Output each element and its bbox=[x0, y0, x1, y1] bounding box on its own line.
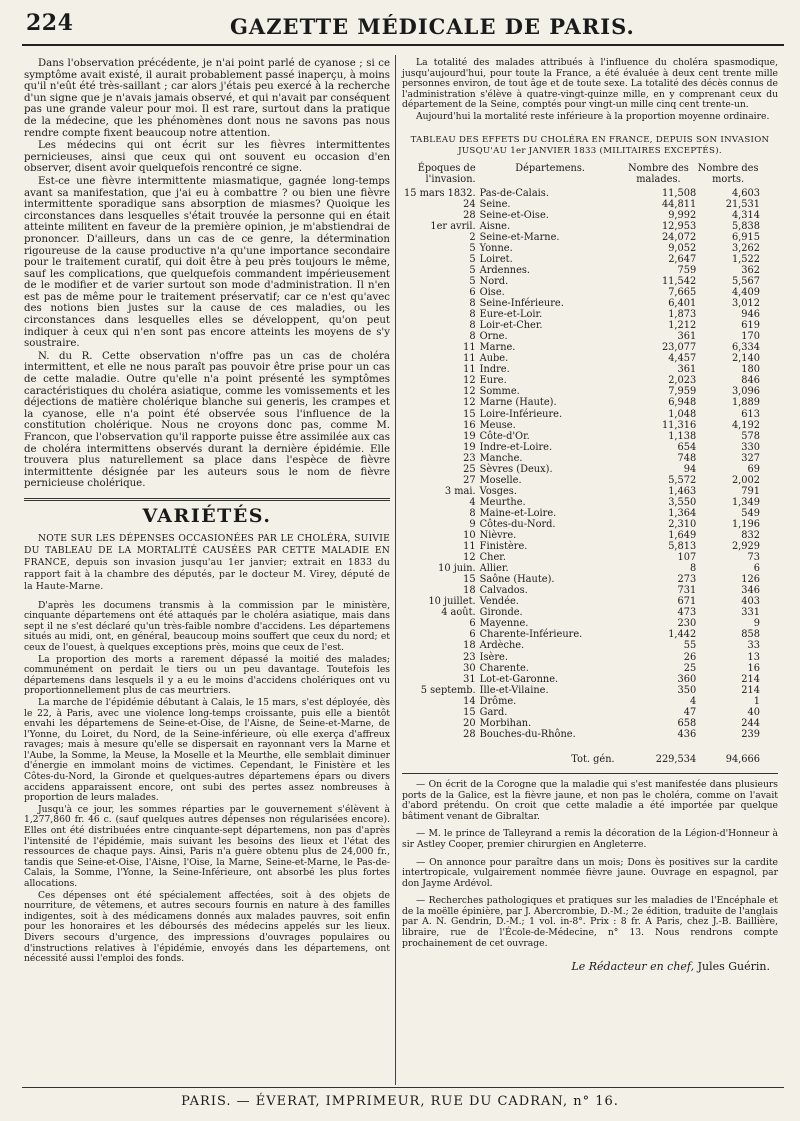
invasion-date: 5 bbox=[469, 253, 476, 265]
table-row bbox=[402, 729, 778, 740]
invasion-date: 30 bbox=[463, 662, 476, 674]
table-row bbox=[402, 320, 778, 331]
invasion-date: 15 mars 1832. bbox=[404, 187, 476, 199]
department-name: Somme. bbox=[479, 386, 520, 398]
invasion-date: 8 bbox=[469, 507, 476, 519]
invasion-date: 19 bbox=[463, 430, 476, 442]
department-name: Moselle. bbox=[479, 474, 522, 486]
section-title-varietes: VARIÉTÉS. bbox=[142, 504, 272, 527]
note-paragraph: Ces dépenses ont été spécialement affectées, soit à des objets de nourriture, de vêtemens, et autres secours fournis en nature à des familles indigentes, soit à des médicamens donnés aux malades pauvres, soit enfin pour les honoraires et les déboursés des médecins appelés sur les lieux. Divers secours d'urgence, des impressions d'ouvrages populaires ou d'instructions relatives à l'épidémie, envoyés dans les départemens, ont nécessité aussi l'emploi des fonds. bbox=[24, 889, 390, 965]
table-row bbox=[402, 475, 778, 486]
death-count: 3,096 bbox=[731, 386, 760, 398]
invasion-date: 15 bbox=[463, 706, 476, 718]
department-name: Eure. bbox=[479, 375, 507, 387]
sick-count: 8 bbox=[690, 563, 697, 575]
totals-dead: 94,666 bbox=[725, 753, 760, 765]
sick-count: 273 bbox=[677, 574, 697, 586]
department-name: Charente. bbox=[479, 662, 529, 674]
table-row bbox=[402, 409, 778, 420]
note-paragraph: Jusqu'à ce jour, les sommes réparties par le gouvernement s'élèvent à 1,277,860 fr. 46 c. (sauf quelques autres dépenses non régularisées encore). Elles ont été distribuées entre cinquante-sept départemens, non pas d'après l'intensité de l'épidémie, mais suivant les besoins des lieux et l'état des ressources de chaque pays. Ainsi, Paris n'a guère obtenu plus de 24,000 fr., tandis que Seine-et-Oise, l'Aisne, l'Oise, la Marne, Seine-et-Marne, le Pas-de-Calais, la Somme, l'Yonne, la Seine-Inférieure, ont absorbé les plus fortes allocations. bbox=[24, 803, 390, 889]
death-count: 846 bbox=[741, 375, 760, 387]
death-count: 1 bbox=[753, 695, 760, 707]
invasion-date: 10 bbox=[463, 530, 476, 542]
sick-count: 4 bbox=[690, 695, 697, 707]
sick-count: 361 bbox=[677, 364, 697, 376]
table-row bbox=[402, 276, 778, 287]
totals-sick: 229,534 bbox=[655, 753, 697, 765]
department-name: Yonne. bbox=[479, 242, 513, 254]
invasion-date: 10 juin. bbox=[438, 563, 476, 575]
sick-count: 361 bbox=[677, 331, 697, 343]
invasion-date: 2 bbox=[469, 231, 476, 243]
table-row bbox=[402, 563, 778, 574]
sick-count: 3,550 bbox=[668, 496, 697, 508]
invasion-date: 18 bbox=[463, 640, 476, 652]
note-paragraph: La proportion des morts a rarement dépassé la moitié des malades; communément on perdait le tiers ou un peu davantage. Toutefois les départemens dans lesquels il y a eu le moins d'accidens cholériques ont vu proportionnellement plus de cas meurtriers. bbox=[24, 653, 390, 697]
table-row bbox=[402, 331, 778, 342]
death-count: 13 bbox=[747, 651, 760, 663]
table-body bbox=[402, 188, 778, 740]
header-dead: Nombre des morts. bbox=[697, 162, 759, 185]
invasion-date: 6 bbox=[469, 286, 476, 298]
sick-count: 1,649 bbox=[668, 530, 697, 542]
section-rule bbox=[24, 498, 390, 501]
sick-count: 11,508 bbox=[661, 187, 697, 199]
invasion-date: 12 bbox=[463, 386, 476, 398]
sick-count: 4,457 bbox=[668, 353, 697, 365]
invasion-date: 11 bbox=[463, 342, 476, 354]
invasion-date: 28 bbox=[463, 728, 476, 740]
department-name: Isère. bbox=[479, 651, 508, 663]
department-name: Aube. bbox=[479, 353, 509, 365]
invasion-date: 10 juillet. bbox=[428, 596, 476, 608]
sick-count: 11,542 bbox=[661, 275, 697, 287]
death-count: 1,349 bbox=[731, 496, 760, 508]
death-count: 5,838 bbox=[731, 220, 760, 232]
department-name: Maine-et-Loire. bbox=[479, 507, 557, 519]
death-count: 1,889 bbox=[731, 397, 760, 409]
table-row bbox=[402, 574, 778, 585]
death-count: 832 bbox=[741, 530, 760, 542]
sick-count: 7,665 bbox=[668, 286, 697, 298]
table-row bbox=[402, 243, 778, 254]
department-name: Calvados. bbox=[479, 585, 528, 597]
sick-count: 671 bbox=[677, 596, 697, 608]
invasion-date: 14 bbox=[463, 695, 476, 707]
sick-count: 11,316 bbox=[661, 419, 697, 431]
death-count: 791 bbox=[741, 485, 760, 497]
table-row bbox=[402, 420, 778, 431]
invasion-date: 5 septemb. bbox=[420, 684, 476, 696]
department-name: Lot-et-Garonne. bbox=[479, 673, 559, 685]
table-row bbox=[402, 629, 778, 640]
department-name: Mayenne. bbox=[479, 618, 529, 630]
header-dept: Départemens. bbox=[515, 162, 585, 174]
table-row bbox=[402, 397, 778, 408]
death-count: 3,262 bbox=[731, 242, 760, 254]
sick-count: 6,948 bbox=[668, 397, 697, 409]
table-row bbox=[402, 618, 778, 629]
sick-count: 360 bbox=[677, 673, 697, 685]
death-count: 40 bbox=[747, 706, 760, 718]
table-row bbox=[402, 640, 778, 651]
invasion-date: 25 bbox=[463, 463, 476, 475]
table-row bbox=[402, 652, 778, 663]
department-name: Meurthe. bbox=[479, 496, 526, 508]
death-count: 214 bbox=[741, 673, 760, 685]
sick-count: 2,647 bbox=[668, 253, 697, 265]
invasion-date: 9 bbox=[469, 518, 476, 530]
sick-count: 47 bbox=[683, 706, 697, 718]
department-name: Oise. bbox=[479, 286, 505, 298]
table-row bbox=[402, 464, 778, 475]
sick-count: 12,953 bbox=[661, 220, 697, 232]
gazette-title: GAZETTE MÉDICALE DE PARIS. bbox=[230, 14, 635, 39]
death-count: 239 bbox=[741, 728, 760, 740]
death-count: 170 bbox=[741, 331, 760, 343]
death-count: 1,196 bbox=[731, 518, 760, 530]
signature-name: Jules Guérin. bbox=[697, 960, 770, 974]
table-row bbox=[402, 530, 778, 541]
note-title: NOTE SUR LES DÉPENSES OCCASIONÉES PAR LE CHOLÉRA, SUIVIE DU TABLEAU DE LA MORTALITÉ CAUSÉES PAR CETTE MALADIE EN FRANCE, depuis son invasion jusqu'au 1er janvier; extrait en 1833 du rapport fait à la chambre des députés, par le docteur M. Virey, député de la Haute-Marne. bbox=[24, 532, 390, 592]
invasion-date: 5 bbox=[469, 264, 476, 276]
department-name: Sèvres (Deux). bbox=[479, 463, 553, 475]
invasion-date: 11 bbox=[463, 541, 476, 553]
mortality-table bbox=[402, 163, 778, 765]
sick-count: 5,572 bbox=[668, 474, 697, 486]
invasion-date: 31 bbox=[463, 673, 476, 685]
invasion-date: 27 bbox=[463, 474, 476, 486]
death-count: 6,334 bbox=[731, 342, 760, 354]
death-count: 578 bbox=[741, 430, 760, 442]
department-name: Ardennes. bbox=[479, 264, 531, 276]
sick-count: 436 bbox=[677, 728, 697, 740]
sick-count: 1,212 bbox=[668, 320, 697, 332]
sick-count: 9,992 bbox=[668, 209, 697, 221]
department-name: Orne. bbox=[479, 331, 508, 343]
death-count: 613 bbox=[741, 408, 760, 420]
table-row bbox=[402, 508, 778, 519]
invasion-date: 16 bbox=[463, 419, 476, 431]
department-name: Seine-Inférieure. bbox=[479, 298, 564, 310]
department-name: Bouches-du-Rhône. bbox=[479, 728, 576, 740]
printer-footer: PARIS. — ÉVERAT, IMPRIMEUR, RUE DU CADRAN, n° 16. bbox=[181, 1094, 619, 1109]
invasion-date: 15 bbox=[463, 574, 476, 586]
death-count: 946 bbox=[741, 309, 760, 321]
signature-prefix: Le Rédacteur en chef, bbox=[571, 960, 695, 974]
intro-paragraph: La totalité des malades attribués à l'influence du choléra spasmodique, jusqu'aujourd'hui, pour toute la France, a été évaluée à deux cent trente mille personnes environ, de tout âge et de toute sexe. La totalité des décès connus de l'administration s'élève à quatre-vingt-quinze mille, en y comprenant ceux du département de la Seine, comptés pour vingt-un mille cinq cent trente-un. bbox=[402, 57, 778, 111]
department-name: Loir-et-Cher. bbox=[479, 320, 543, 332]
invasion-date: 15 bbox=[463, 408, 476, 420]
table-row bbox=[402, 519, 778, 530]
table-row bbox=[402, 364, 778, 375]
sick-count: 44,811 bbox=[661, 198, 697, 210]
death-count: 327 bbox=[741, 452, 760, 464]
sick-count: 55 bbox=[683, 640, 697, 652]
table-row bbox=[402, 386, 778, 397]
department-name: Seine. bbox=[479, 198, 511, 210]
news-item: — On annonce pour paraître dans un mois; Dons ès positives sur la cardite intertropicale, vulgairement nommée fièvre jaune. Ouvrage en espagnol, par don Jayme Ardévol. bbox=[402, 856, 778, 889]
invasion-date: 5 bbox=[469, 275, 476, 287]
death-count: 4,314 bbox=[731, 209, 760, 221]
invasion-date: 20 bbox=[463, 717, 476, 729]
sick-count: 473 bbox=[677, 607, 697, 619]
invasion-date: 28 bbox=[463, 209, 476, 221]
table-row bbox=[402, 265, 778, 276]
invasion-date: 8 bbox=[469, 331, 476, 343]
news-item: — M. le prince de Talleyrand a remis la décoration de la Légion-d'Honneur à sir Astley Cooper, premier chirurgien en Angleterre. bbox=[402, 828, 778, 850]
sick-count: 23,077 bbox=[661, 342, 697, 354]
department-name: Ille-et-Vilaine. bbox=[479, 684, 549, 696]
page-number: 224 bbox=[26, 10, 74, 36]
invasion-date: 6 bbox=[469, 618, 476, 630]
department-name: Côtes-du-Nord. bbox=[479, 518, 556, 530]
sick-count: 1,873 bbox=[668, 309, 697, 321]
department-name: Saône (Haute). bbox=[479, 574, 555, 586]
sick-count: 759 bbox=[677, 264, 697, 276]
department-name: Vendée. bbox=[479, 596, 519, 608]
death-count: 2,002 bbox=[731, 474, 760, 486]
invasion-date: 23 bbox=[463, 452, 476, 464]
death-count: 126 bbox=[741, 574, 760, 586]
department-name: Finistère. bbox=[479, 541, 528, 553]
department-name: Loiret. bbox=[479, 253, 513, 265]
death-count: 33 bbox=[747, 640, 760, 652]
invasion-date: 23 bbox=[463, 651, 476, 663]
invasion-date: 24 bbox=[463, 198, 476, 210]
invasion-date: 8 bbox=[469, 298, 476, 310]
invasion-date: 6 bbox=[469, 629, 476, 641]
sick-count: 731 bbox=[677, 585, 697, 597]
department-name: Charente-Inférieure. bbox=[479, 629, 583, 641]
death-count: 5,567 bbox=[731, 275, 760, 287]
sick-count: 107 bbox=[677, 552, 697, 564]
right-column bbox=[402, 58, 778, 973]
left-column bbox=[24, 58, 390, 966]
sick-count: 7,959 bbox=[668, 386, 697, 398]
note-paragraph: La marche de l'épidémie débutant à Calais, le 15 mars, s'est déployée, dès le 22, à Paris, avec une violence long-temps croissante, puis elle a bientôt envahi les départemens de Seine-et-Oise, de l'Aisne, de Seine-et-Marne, de l'Yonne, du Loiret, du Nord, de la Seine-inférieure, où elle exerça d'affreux ravages; mais à mesure qu'elle se dispersait en rayonnant vers la Marne et l'Aube, la Somme, la Meuse, la Moselle et la Meurthe, elle semblait diminuer d'énergie en immolant moins de victimes. Cependant, le Finistère et les Côtes-du-Nord, la Gironde et quelques-autres départemens épars ou divers accidens apparaissent encore, ont subi des pertes assez nombreuses à proportion de leurs malades. bbox=[24, 696, 390, 804]
death-count: 2,140 bbox=[731, 353, 760, 365]
table-row bbox=[402, 685, 778, 696]
death-count: 16 bbox=[747, 662, 760, 674]
table-row bbox=[402, 596, 778, 607]
death-count: 6 bbox=[753, 563, 760, 575]
death-count: 4,603 bbox=[731, 187, 760, 199]
death-count: 1,522 bbox=[731, 253, 760, 265]
invasion-date: 4 août. bbox=[441, 607, 476, 619]
news-item: — On écrit de la Corogne que la maladie qui s'est manifestée dans plusieurs ports de la Galice, est la fièvre jaune, et non pas le choléra, comme on l'avait d'abord prétendu. On croit que cette maladie a été importée par quelque bâtiment venant de Gibraltar. bbox=[402, 778, 778, 822]
invasion-date: 12 bbox=[463, 397, 476, 409]
department-name: Nièvre. bbox=[479, 530, 517, 542]
totals-label: Tot. gén. bbox=[571, 753, 615, 765]
department-name: Manche. bbox=[479, 452, 523, 464]
table-row bbox=[402, 199, 778, 210]
article-paragraph: Est-ce une fièvre intermittente miasmatique, gagnée long-temps avant sa manifestation, que j'ai eu à combattre ? ou bien une fièvre intermittente sporadique sans absorption de miasmes? Quoique les circonstances dans lesquelles s'était trouvée la personne qui en était atteinte militent en faveur de la première opinion, je m'abstiendrai de prononcer. D'ailleurs, dans un cas de ce genre, la détermination rigoureuse de la cause productive n'a qu'une importance secondaire pour le traitement curatif, qui doit être à peu près toujours le même, sauf les complications, que quelquefois commandent impérieusement de le modifier et de varier surtout son mode d'administration. Il n'en est pas de même pour le traitement préservatif; car ce n'est qu'avec des notions bien justes sur la cause de ces maladies, ou les circonstances dans lesquelles elles se développent, qu'on peut indiquer à ceux qui n'en sont pas encore atteints les moyens de s'y soustraire. bbox=[24, 175, 390, 350]
department-name: Nord. bbox=[479, 275, 509, 287]
sick-count: 1,463 bbox=[668, 485, 697, 497]
table-row bbox=[402, 232, 778, 243]
death-count: 9 bbox=[753, 618, 760, 630]
department-name: Gironde. bbox=[479, 607, 523, 619]
death-count: 73 bbox=[747, 552, 760, 564]
table-header-row bbox=[402, 163, 778, 188]
sick-count: 25 bbox=[683, 662, 697, 674]
department-name: Indre-et-Loire. bbox=[479, 441, 553, 453]
department-name: Meuse. bbox=[479, 419, 516, 431]
sick-count: 1,048 bbox=[668, 408, 697, 420]
sick-count: 1,442 bbox=[668, 629, 697, 641]
department-name: Vosges. bbox=[479, 485, 517, 497]
table-row bbox=[402, 188, 778, 199]
death-count: 4,192 bbox=[731, 419, 760, 431]
death-count: 21,531 bbox=[725, 198, 760, 210]
table-row bbox=[402, 486, 778, 497]
invasion-date: 8 bbox=[469, 309, 476, 321]
death-count: 403 bbox=[741, 596, 760, 608]
table-row bbox=[402, 287, 778, 298]
sick-count: 658 bbox=[677, 717, 697, 729]
invasion-date: 4 bbox=[469, 496, 476, 508]
table-row bbox=[402, 453, 778, 464]
signature bbox=[402, 961, 778, 973]
death-count: 619 bbox=[741, 320, 760, 332]
table-title: TABLEAU DES EFFETS DU CHOLÉRA EN FRANCE, DEPUIS SON INVASION JUSQU'AU 1er JANVIER 1833 (MILITAIRES EXCEPTÉS). bbox=[410, 134, 770, 156]
table-row bbox=[402, 342, 778, 353]
invasion-date: 12 bbox=[463, 552, 476, 564]
death-count: 6,915 bbox=[731, 231, 760, 243]
death-count: 180 bbox=[741, 364, 760, 376]
invasion-date: 18 bbox=[463, 585, 476, 597]
sick-count: 1,364 bbox=[668, 507, 697, 519]
table-row bbox=[402, 353, 778, 364]
sick-count: 26 bbox=[683, 651, 697, 663]
table-row bbox=[402, 210, 778, 221]
department-name: Seine-et-Marne. bbox=[479, 231, 560, 243]
sick-count: 94 bbox=[683, 463, 697, 475]
invasion-date: 1er avril. bbox=[430, 220, 476, 232]
table-row bbox=[402, 707, 778, 718]
department-name: Pas-de-Calais. bbox=[479, 187, 549, 199]
invasion-date: 12 bbox=[463, 375, 476, 387]
department-name: Marne (Haute). bbox=[479, 397, 557, 409]
sick-count: 9,052 bbox=[668, 242, 697, 254]
sick-count: 2,023 bbox=[668, 375, 697, 387]
sick-count: 5,813 bbox=[668, 541, 697, 553]
department-name: Ardèche. bbox=[479, 640, 525, 652]
table-row bbox=[402, 442, 778, 453]
department-name: Eure-et-Loir. bbox=[479, 309, 543, 321]
department-name: Allier. bbox=[479, 563, 509, 575]
invasion-date: 5 bbox=[469, 242, 476, 254]
sick-count: 2,310 bbox=[668, 518, 697, 530]
department-name: Côte-d'Or. bbox=[479, 430, 530, 442]
death-count: 2,929 bbox=[731, 541, 760, 553]
article-paragraph: Les médecins qui ont écrit sur les fièvres intermittentes pernicieuses, ainsi que ceux qui ont souvent eu occasion d'en observer, disent avoir quelquefois rencontré ce signe. bbox=[24, 140, 390, 175]
news-item: — Recherches pathologiques et pratiques sur les maladies de l'Encéphale et de la moëlle épinière, par J. Abercrombie, D.-M.; 2e édition, traduite de l'anglais par A. N. Gendrin, D.-M.; 1 vol. in-8°. Prix : 8 fr. A Paris, chez J.-B. Baillière, libraire, rue de l'École-de-Médecine, n° 13. Nous rendrons compte prochainement de cet ouvrage. bbox=[402, 895, 778, 949]
department-name: Morbihan. bbox=[479, 717, 532, 729]
table-row bbox=[402, 663, 778, 674]
table-row bbox=[402, 696, 778, 707]
death-count: 3,012 bbox=[731, 298, 760, 310]
sick-count: 1,138 bbox=[668, 430, 697, 442]
table-row bbox=[402, 497, 778, 508]
column-divider bbox=[395, 55, 396, 1085]
department-name: Drôme. bbox=[479, 695, 517, 707]
table-row bbox=[402, 541, 778, 552]
table-row bbox=[402, 375, 778, 386]
header-date: Époques de l'invasion. bbox=[417, 162, 476, 185]
department-name: Indre. bbox=[479, 364, 510, 376]
death-count: 330 bbox=[741, 441, 760, 453]
death-count: 4,409 bbox=[731, 286, 760, 298]
death-count: 214 bbox=[741, 684, 760, 696]
death-count: 331 bbox=[741, 607, 760, 619]
totals-row bbox=[402, 740, 778, 765]
header-sick: Nombre des malades. bbox=[628, 162, 689, 185]
table-row bbox=[402, 607, 778, 618]
table-row bbox=[402, 221, 778, 232]
invasion-date: 3 mai. bbox=[444, 485, 476, 497]
footer-rule bbox=[22, 1087, 784, 1088]
death-count: 69 bbox=[747, 463, 760, 475]
table-row bbox=[402, 309, 778, 320]
invasion-date: 11 bbox=[463, 353, 476, 365]
death-count: 549 bbox=[741, 507, 760, 519]
invasion-date: 19 bbox=[463, 441, 476, 453]
table-row bbox=[402, 254, 778, 265]
death-count: 346 bbox=[741, 585, 760, 597]
table-rule bbox=[402, 773, 778, 774]
table-row bbox=[402, 431, 778, 442]
death-count: 362 bbox=[741, 264, 760, 276]
invasion-date: 11 bbox=[463, 364, 476, 376]
table-row bbox=[402, 718, 778, 729]
department-name: Gard. bbox=[479, 706, 508, 718]
department-name: Loire-Inférieure. bbox=[479, 408, 563, 420]
sick-count: 748 bbox=[677, 452, 697, 464]
header-rule bbox=[22, 44, 784, 46]
sick-count: 230 bbox=[677, 618, 697, 630]
article-paragraph: Dans l'observation précédente, je n'ai point parlé de cyanose ; si ce symptôme avait existé, il aurait probablement passé inaperçu, à moins qu'il n'eût été très-saillant ; car alors j'étais peu exercé à la recherche d'un signe que je n'avais jamais observé, et qui n'avait par conséquent pas une grande valeur pour moi. Il est rare, surtout dans la pratique de la médecine, que les phénomènes dont nous ne savons pas nous rendre compte fixent beaucoup notre attention. bbox=[24, 58, 390, 139]
department-name: Cher. bbox=[479, 552, 506, 564]
sick-count: 350 bbox=[677, 684, 697, 696]
department-name: Seine-et-Oise. bbox=[479, 209, 549, 221]
invasion-date: 8 bbox=[469, 320, 476, 332]
death-count: 858 bbox=[741, 629, 760, 641]
editor-note-paragraph: N. du R. Cette observation n'offre pas un cas de choléra intermittent, et elle ne nous paraît pas pouvoir être prise pour un cas de cette maladie. Outre qu'elle n'a point présenté les symptômes caractéristiques du choléra asiatique, comme les vomissements et les déjections de matière cholérique blanche sui generis, les crampes et la cyanose, elle n'a point été observée sous l'influence de la constitution cholérique. Nous ne croyons donc pas, comme M. Francon, que l'observation qu'il rapporte puisse être assimilée aux cas de choléra intermittens observés durant la dernière épidémie. Elle trouvera plus naturellement sa place dans l'espèce de fièvre intermittente désignée par les auteurs sous le nom de fièvre pernicieuse cholérique. bbox=[24, 350, 390, 490]
death-count: 244 bbox=[741, 717, 760, 729]
table-row bbox=[402, 298, 778, 309]
table-row bbox=[402, 585, 778, 596]
table-row bbox=[402, 674, 778, 685]
table-row bbox=[402, 552, 778, 563]
intro-paragraph: Aujourd'hui la mortalité reste inférieure à la proportion moyenne ordinaire. bbox=[416, 110, 770, 122]
note-paragraph: D'après les documens transmis à la commission par le ministère, cinquante départemens ont été attaqués par le choléra asiatique, mais dans sept il ne s'est déclaré qu'un très-faible nombre d'accidens. Les départemens situés au midi, ont, en général, beaucoup moins souffert que ceux du nord; et ceux de l'ouest, à quelques exceptions près, moins que ceux de l'est. bbox=[24, 599, 390, 653]
department-name: Marne. bbox=[479, 342, 516, 354]
sick-count: 654 bbox=[677, 441, 697, 453]
sick-count: 24,072 bbox=[661, 231, 697, 243]
sick-count: 6,401 bbox=[668, 298, 697, 310]
department-name: Aisne. bbox=[479, 220, 511, 232]
